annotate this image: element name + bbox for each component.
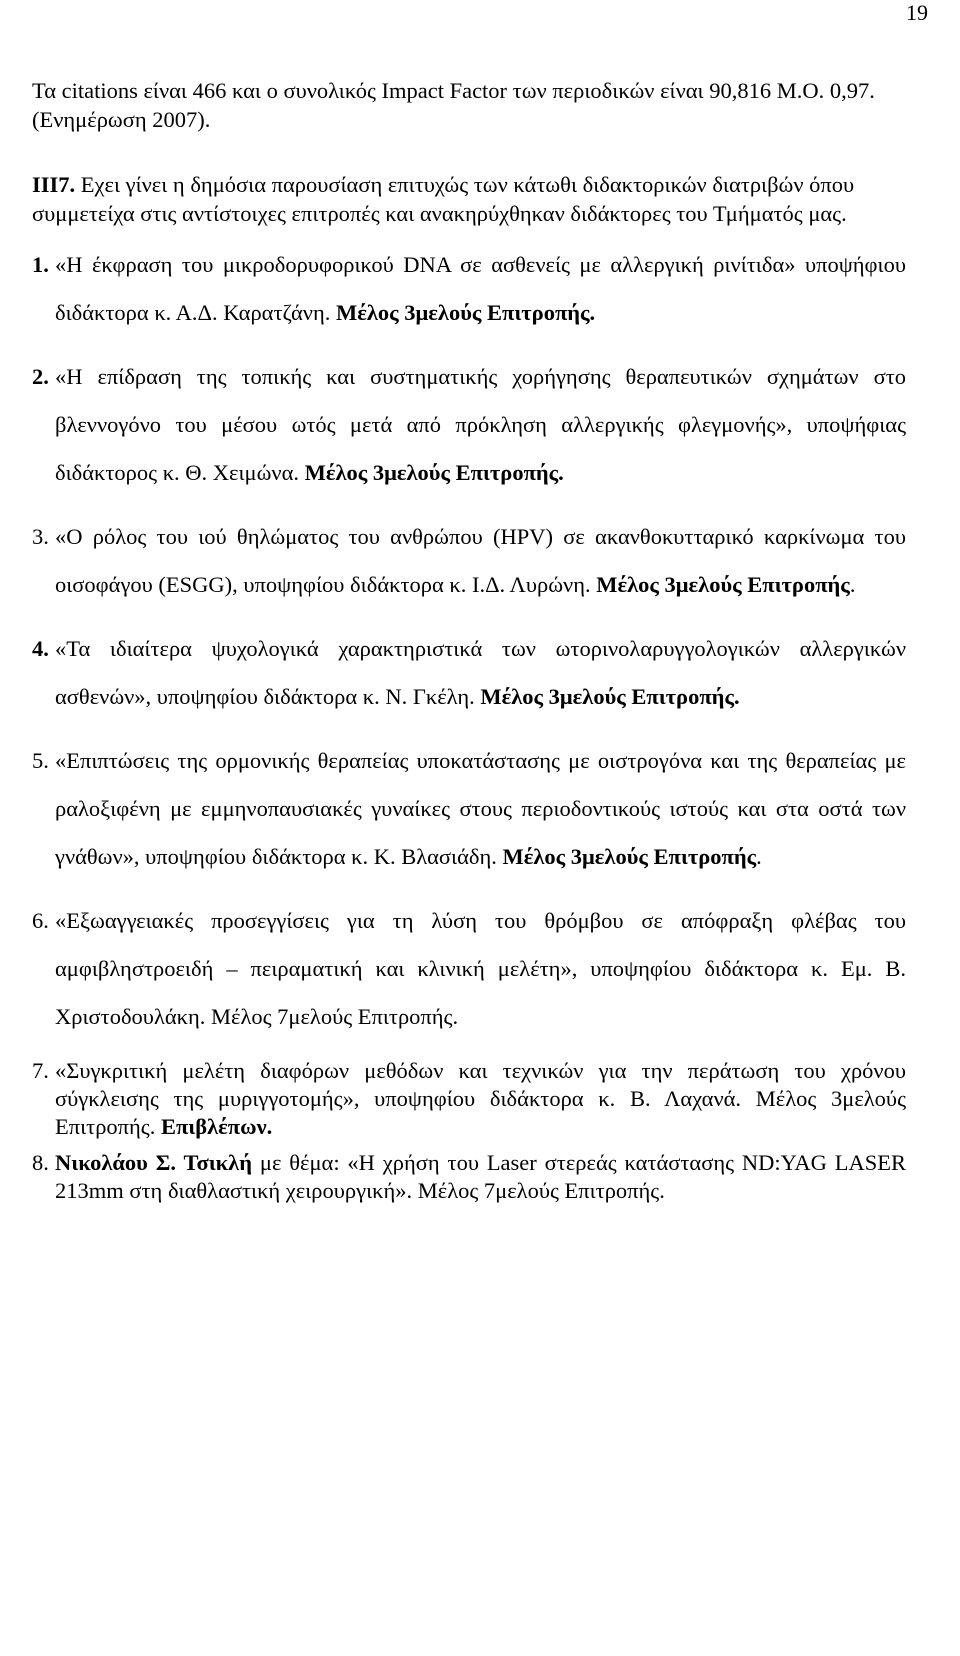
- committee-role: Μέλος 3μελούς Επιτροπής.: [336, 300, 596, 325]
- page-number: 19: [906, 0, 928, 25]
- list-item: [32, 625, 906, 721]
- thesis-title: «Συγκριτική μελέτη διαφόρων μεθόδων και τεχνικών για την περάτωση του χρόνου σύγκλεισης της μυριγγοτομής», υποψηφίου διδάκτορα κ. Β. Λαχανά. Μέλος 3μελούς Επιτροπής.: [55, 1058, 906, 1139]
- role-tail: .: [849, 572, 856, 597]
- thesis-title: «Επιπτώσεις της ορμονικής θεραπείας υποκατάστασης με οιστρογόνα και της θεραπείας με ραλοξιφένη με εμμηνοπαυσιακές γυναίκες στους περιοδοντικούς ιστούς και στα οστά των γνάθων», υποψηφίου διδάκτορα κ. Κ. Βλασιάδη.: [55, 748, 906, 869]
- section-text: Εχει γίνει η δημόσια παρουσίαση επιτυχώς των κάτωθι διδακτορικών διατριβών όπου συμμετείχα στις αντίστοιχες επιτροπές και ανακηρύχθηκαν διδάκτορες του Τμήματός μας.: [32, 172, 855, 226]
- list-item-text: [55, 353, 906, 497]
- list-item-text: [55, 625, 906, 721]
- committee-role: Επιβλέπων.: [160, 1114, 273, 1139]
- thesis-title: «Ο ρόλος του ιού θηλώματος του ανθρώπου (HPV) σε ακανθοκυτταρικό καρκίνωμα του οισοφάγου (ESGG), υποψηφίου διδάκτορα κ. Ι.Δ. Λυρώνη.: [55, 524, 906, 597]
- list-item-number: 1.: [32, 252, 49, 277]
- list-item: [32, 513, 906, 609]
- committee-role: Μέλος 3μελούς Επιτροπής: [502, 844, 757, 869]
- list-item-number: 5.: [32, 748, 49, 773]
- intro-paragraph: Τα citations είναι 466 και ο συνολικός Impact Factor των περιοδικών είναι 90,816 Μ.Ο. 0,97. (Ενημέρωση 2007).: [32, 78, 875, 132]
- committee-role: Μέλος 3μελούς Επιτροπής.: [480, 684, 740, 709]
- list-item-text: [55, 1149, 906, 1205]
- document-body: [32, 76, 906, 1213]
- list-item: [32, 737, 906, 881]
- thesis-title: με θέμα: «Η χρήση του Laser στερεάς κατάστασης ND:YAG LASER 213mm στη διαθλαστική χειρουργική». Μέλος 7μελούς Επιτροπής.: [55, 1150, 906, 1203]
- list-item-text: [55, 1057, 906, 1141]
- list-item-number: 3.: [32, 524, 49, 549]
- list-item-text: [55, 513, 906, 609]
- list-item-number: 7.: [32, 1058, 49, 1083]
- thesis-title: «Η έκφραση του μικροδορυφορικού DNA σε ασθενείς με αλλεργική ρινίτιδα» υποψήφιου διδάκτορα κ. Α.Δ. Καρατζάνη.: [55, 252, 906, 325]
- thesis-title: «Εξωαγγειακές προσεγγίσεις για τη λύση του θρόμβου σε απόφραξη φλέβας του αμφιβληστροειδή – πειραματική και κλινική μελέτη», υποψηφίου διδάκτορα κ. Εμ. Β. Χριστοδουλάκη. Μέλος 7μελούς Επιτροπής.: [55, 908, 906, 1029]
- candidate-name: Νικολάου Σ. Τσικλή: [55, 1150, 253, 1175]
- list-item-number: 4.: [32, 636, 49, 661]
- list-item-number: 2.: [32, 364, 49, 389]
- list-item: [32, 1149, 906, 1205]
- list-item: [32, 353, 906, 497]
- list-item-text: [55, 737, 906, 881]
- committee-role: Μέλος 3μελούς Επιτροπής: [596, 572, 850, 597]
- thesis-title: «Η επίδραση της τοπικής και συστηματικής χορήγησης θεραπευτικών σχημάτων στο βλεννογόνο του μέσου ωτός μετά από πρόκληση αλλεργικής φλεγμονής», υποψήφιας διδάκτορος κ. Θ. Χειμώνα.: [55, 364, 906, 485]
- list-item-text: [55, 897, 906, 1041]
- section-intro: [32, 170, 906, 228]
- role-tail: .: [756, 844, 762, 869]
- list-item-number: 6.: [32, 908, 49, 933]
- section-label: ΙΙΙ7.: [32, 172, 76, 197]
- committee-role: Μέλος 3μελούς Επιτροπής.: [304, 460, 564, 485]
- list-item-text: [55, 241, 906, 337]
- list-item: [32, 241, 906, 337]
- thesis-title: «Τα ιδιαίτερα ψυχολογικά χαρακτηριστικά των ωτορινολαρυγγολογικών αλλεργικών ασθενών», υποψηφίου διδάκτορα κ. Ν. Γκέλη.: [55, 636, 906, 709]
- list-item: [32, 1057, 906, 1141]
- list-item-number: 8.: [32, 1150, 49, 1175]
- list-item: [32, 897, 906, 1041]
